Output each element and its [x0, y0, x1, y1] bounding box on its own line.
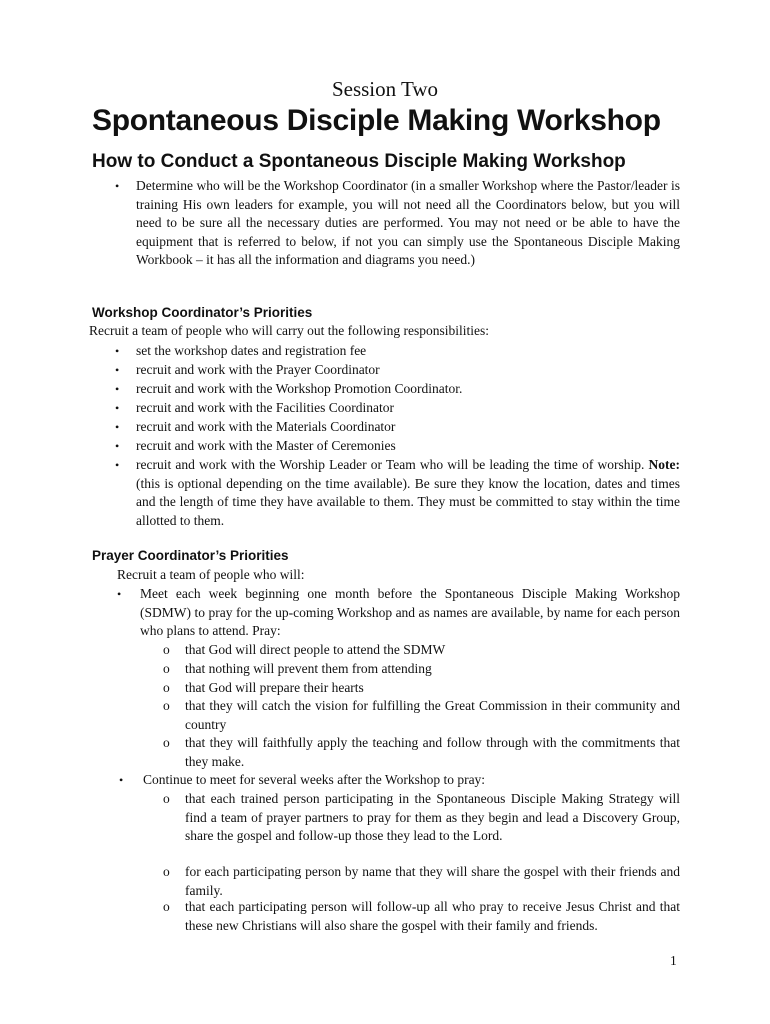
page-title: Spontaneous Disciple Making Workshop [92, 104, 661, 137]
sub-list-item: that God will direct people to attend the SDMW [185, 642, 446, 657]
bullet-icon: • [115, 420, 120, 434]
sub-bullet-icon: o [163, 680, 170, 695]
section-title: How to Conduct a Spontaneous Disciple Making Workshop [92, 151, 626, 172]
bullet-icon: • [115, 382, 120, 396]
list-item: recruit and work with the Prayer Coordinator [136, 362, 380, 377]
bullet-icon: • [115, 344, 120, 358]
sub-list-item: that each trained person participating in the Spontaneous Disciple Making Strategy will find a team of prayer partners to pray for them as they begin and lead a Discovery Group, share the gospel and follow-up those they lead to the Lord. [185, 791, 680, 844]
list-item: set the workshop dates and registration fee [136, 343, 367, 358]
bullet-icon: • [115, 179, 120, 193]
sub-list-item: that each participating person will follow-up all who pray to receive Jesus Christ and that these new Christians will also share the gospel with their family and friends. [185, 899, 680, 933]
note-label: Note: [648, 457, 681, 472]
prayer-bullet-1: Meet each week beginning one month before the Spontaneous Disciple Making Workshop (SDMW) to pray for the up-coming Workshop and as names are available, by name for each person who plans to attend. Pray: [140, 586, 680, 639]
list-item: recruit and work with the Materials Coordinator [136, 419, 396, 434]
sub-bullet-icon: o [163, 791, 170, 806]
intro-bullet-text: Determine who will be the Workshop Coordinator (in a smaller Workshop where the Pastor/leader is training His own leaders for example, you will not need all the Coordinators below, but you will need to be sure all the necessary duties are performed. You may not need or be able to have the equipment that is referred to below, if not you can simply use the Spontaneous Disciple Making Workbook – it has all the information and diagrams you need.) [136, 178, 680, 268]
sub-list-item: that nothing will prevent them from attending [185, 661, 432, 676]
prayer-coordinator-heading: Prayer Coordinator’s Priorities [92, 548, 289, 563]
sub-list-item: that God will prepare their hearts [185, 680, 364, 695]
sub-bullet-icon: o [163, 735, 170, 750]
sub-list-item: that they will catch the vision for fulfilling the Great Commission in their community and country [185, 698, 680, 732]
sub-bullet-icon: o [163, 642, 170, 657]
prayer-coordinator-lead: Recruit a team of people who will: [117, 567, 305, 582]
sub-bullet-icon: o [163, 661, 170, 676]
bullet-icon: • [115, 458, 120, 472]
workshop-coordinator-heading: Workshop Coordinator’s Priorities [92, 305, 313, 320]
bullet-icon: • [115, 439, 120, 453]
bullet-icon: • [115, 401, 120, 415]
sub-list-item: for each participating person by name that they will share the gospel with their friends and family. [185, 864, 680, 898]
sub-bullet-icon: o [163, 864, 170, 879]
bullet-icon: • [115, 363, 120, 377]
worship-item-start: recruit and work with the Worship Leader or Team who will be leading the time of worship. [136, 457, 645, 472]
sub-bullet-icon: o [163, 698, 170, 713]
prayer-bullet-2: Continue to meet for several weeks after the Workshop to pray: [143, 772, 486, 787]
list-item-worship [136, 456, 680, 530]
page-number: 1 [670, 953, 677, 968]
session-label: Session Two [331, 77, 439, 101]
workshop-coordinator-lead: Recruit a team of people who will carry out the following responsibilities: [89, 323, 490, 338]
list-item: recruit and work with the Master of Ceremonies [136, 438, 396, 453]
bullet-icon: • [119, 773, 124, 787]
sub-bullet-icon: o [163, 899, 170, 914]
list-item: recruit and work with the Workshop Promotion Coordinator. [136, 381, 463, 396]
sub-list-item: that they will faithfully apply the teaching and follow through with the commitments that they make. [185, 735, 680, 769]
worship-item-rest: (this is optional depending on the time available). Be sure they know the location, dates and times and the length of time they have available to them. They must be committed to stay within the time allotted to them. [136, 475, 680, 528]
list-item: recruit and work with the Facilities Coordinator [136, 400, 394, 415]
bullet-icon: • [117, 587, 122, 601]
